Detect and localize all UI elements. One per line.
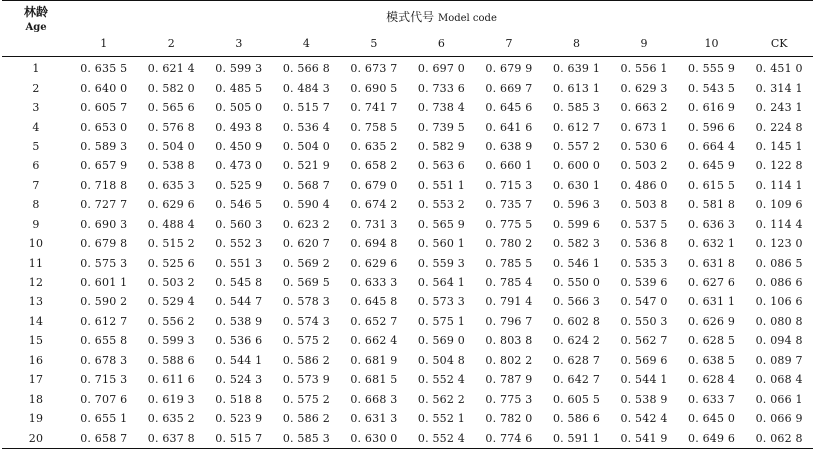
value-cell: 0. 586 2 <box>282 412 330 426</box>
value-cell: 0. 694 8 <box>350 237 398 251</box>
value-cell: 0. 473 0 <box>215 159 263 173</box>
value-cell: 0. 645 0 <box>688 412 736 426</box>
column-header-model-8: 8 <box>543 31 611 57</box>
table-row <box>2 117 813 136</box>
age-cell: 1 <box>32 62 40 76</box>
age-cell: 5 <box>32 139 40 153</box>
value-cell: 0. 504 8 <box>417 353 465 367</box>
value-cell: 0. 504 0 <box>147 139 195 153</box>
table-row <box>2 331 813 350</box>
value-cell: 0. 551 3 <box>215 256 263 270</box>
value-cell: 0. 631 1 <box>688 295 736 309</box>
value-cell: 0. 638 5 <box>688 353 736 367</box>
value-cell: 0. 669 7 <box>485 81 533 95</box>
value-cell: 0. 657 9 <box>80 159 128 173</box>
value-cell: 0. 615 5 <box>688 178 736 192</box>
value-cell: 0. 566 3 <box>552 295 601 309</box>
value-cell: 0. 590 2 <box>80 295 128 309</box>
value-cell: 0. 546 5 <box>215 198 263 212</box>
value-cell: 0. 552 1 <box>417 412 465 426</box>
value-cell: 0. 673 7 <box>350 62 398 76</box>
value-cell: 0. 641 6 <box>485 120 533 134</box>
value-cell: 0. 573 9 <box>282 373 330 387</box>
value-cell: 0. 542 4 <box>620 412 668 426</box>
table-row <box>2 78 813 97</box>
header-row-columns <box>2 31 813 57</box>
value-cell: 0. 775 3 <box>485 392 533 406</box>
value-cell: 0. 582 0 <box>147 81 195 95</box>
value-cell: 0. 503 2 <box>147 276 195 290</box>
value-cell: 0. 678 3 <box>80 353 128 367</box>
value-cell: 0. 679 8 <box>80 237 128 251</box>
age-cell: 6 <box>32 159 40 173</box>
value-cell: 0. 450 9 <box>215 139 263 153</box>
value-cell: 0. 505 0 <box>215 101 263 115</box>
value-cell: 0. 621 4 <box>147 62 195 76</box>
value-cell: 0. 623 2 <box>282 217 330 231</box>
age-cell: 7 <box>32 178 40 192</box>
value-cell: 0. 545 8 <box>215 276 263 290</box>
value-cell: 0. 652 7 <box>350 314 398 328</box>
value-cell: 0. 601 1 <box>80 276 128 290</box>
value-cell: 0. 114 1 <box>755 178 803 192</box>
value-cell: 0. 569 2 <box>282 256 330 270</box>
value-cell: 0. 106 6 <box>755 295 803 309</box>
value-cell: 0. 612 7 <box>80 314 128 328</box>
value-cell: 0. 488 4 <box>147 217 195 231</box>
value-cell: 0. 556 2 <box>147 314 195 328</box>
value-cell: 0. 224 8 <box>755 120 803 134</box>
value-cell: 0. 518 8 <box>215 392 263 406</box>
value-cell: 0. 624 2 <box>552 334 601 348</box>
value-cell: 0. 089 7 <box>755 353 803 367</box>
value-cell: 0. 515 7 <box>282 101 330 115</box>
table-row <box>2 156 813 175</box>
table-row <box>2 351 813 370</box>
value-cell: 0. 530 6 <box>620 139 668 153</box>
data-table <box>2 0 813 449</box>
value-cell: 0. 599 3 <box>215 62 263 76</box>
age-cell: 19 <box>28 412 44 426</box>
value-cell: 0. 588 6 <box>147 353 195 367</box>
value-cell: 0. 535 3 <box>620 256 668 270</box>
value-cell: 0. 536 6 <box>215 334 263 348</box>
value-cell: 0. 596 6 <box>688 120 736 134</box>
age-header-en: Age <box>25 22 47 33</box>
age-cell: 16 <box>28 353 44 367</box>
value-cell: 0. 628 4 <box>688 373 736 387</box>
value-cell: 0. 658 7 <box>70 428 138 448</box>
value-cell: 0. 649 6 <box>678 428 746 448</box>
value-cell: 0. 569 0 <box>417 334 465 348</box>
column-header-model-9: 9 <box>610 31 678 57</box>
value-cell: 0. 642 7 <box>552 373 601 387</box>
value-cell: 0. 674 2 <box>350 198 398 212</box>
value-cell: 0. 547 0 <box>620 295 668 309</box>
value-cell: 0. 559 3 <box>417 256 465 270</box>
value-cell: 0. 536 4 <box>282 120 330 134</box>
value-cell: 0. 575 2 <box>282 392 330 406</box>
value-cell: 0. 564 1 <box>417 276 465 290</box>
value-cell: 0. 630 0 <box>340 428 408 448</box>
value-cell: 0. 544 7 <box>215 295 263 309</box>
value-cell: 0. 574 3 <box>282 314 330 328</box>
value-cell: 0. 503 8 <box>620 198 668 212</box>
value-cell: 0. 633 3 <box>350 276 398 290</box>
model-code-cn: 模式代号 <box>386 9 435 24</box>
value-cell: 0. 633 7 <box>688 392 736 406</box>
value-cell: 0. 741 7 <box>350 101 398 115</box>
value-cell: 0. 782 0 <box>485 412 533 426</box>
value-cell: 0. 552 3 <box>215 237 263 251</box>
value-cell: 0. 552 4 <box>408 428 476 448</box>
table-row <box>2 273 813 292</box>
value-cell: 0. 552 4 <box>417 373 465 387</box>
value-cell: 0. 585 3 <box>552 101 601 115</box>
value-cell: 0. 537 5 <box>620 217 668 231</box>
value-cell: 0. 697 0 <box>417 62 465 76</box>
column-header-model-10: 10 <box>678 31 746 57</box>
column-header-model-1: 1 <box>70 31 138 57</box>
value-cell: 0. 785 4 <box>485 276 533 290</box>
age-cell: 3 <box>32 101 40 115</box>
value-cell: 0. 660 1 <box>485 159 533 173</box>
model-code-en: Model code <box>437 12 497 24</box>
value-cell: 0. 662 4 <box>350 334 398 348</box>
value-cell: 0. 544 1 <box>215 353 263 367</box>
value-cell: 0. 629 6 <box>350 256 398 270</box>
value-cell: 0. 451 0 <box>755 62 803 76</box>
value-cell: 0. 638 9 <box>485 139 533 153</box>
value-cell: 0. 731 3 <box>350 217 398 231</box>
value-cell: 0. 668 3 <box>350 392 398 406</box>
value-cell: 0. 605 5 <box>552 392 601 406</box>
value-cell: 0. 086 6 <box>755 276 803 290</box>
value-cell: 0. 524 3 <box>215 373 263 387</box>
value-cell: 0. 715 3 <box>80 373 128 387</box>
value-cell: 0. 578 3 <box>282 295 330 309</box>
header-row-model-code <box>2 1 813 32</box>
value-cell: 0. 503 2 <box>620 159 668 173</box>
value-cell: 0. 602 8 <box>552 314 601 328</box>
table-row <box>2 215 813 234</box>
age-cell: 15 <box>28 334 44 348</box>
value-cell: 0. 640 0 <box>80 81 128 95</box>
table-row <box>2 292 813 311</box>
value-cell: 0. 664 4 <box>688 139 736 153</box>
value-cell: 0. 645 8 <box>350 295 398 309</box>
age-header-cn: 林龄 <box>23 5 48 19</box>
value-cell: 0. 739 5 <box>417 120 465 134</box>
value-cell: 0. 575 2 <box>282 334 330 348</box>
value-cell: 0. 068 4 <box>755 373 803 387</box>
value-cell: 0. 681 9 <box>350 353 398 367</box>
value-cell: 0. 560 3 <box>215 217 263 231</box>
value-cell: 0. 637 8 <box>138 428 206 448</box>
value-cell: 0. 780 2 <box>485 237 533 251</box>
value-cell: 0. 080 8 <box>755 314 803 328</box>
value-cell: 0. 569 6 <box>620 353 668 367</box>
value-cell: 0. 066 1 <box>755 392 803 406</box>
value-cell: 0. 636 3 <box>688 217 736 231</box>
age-cell: 13 <box>28 295 44 309</box>
table-row <box>2 428 813 448</box>
table-row <box>2 253 813 272</box>
value-cell: 0. 576 8 <box>147 120 195 134</box>
value-cell: 0. 585 3 <box>273 428 341 448</box>
value-cell: 0. 566 8 <box>282 62 330 76</box>
table-body <box>2 57 813 449</box>
column-header-model-6: 6 <box>408 31 476 57</box>
value-cell: 0. 718 8 <box>80 178 128 192</box>
value-cell: 0. 550 3 <box>620 314 668 328</box>
column-header-model-ck: CK <box>745 31 813 57</box>
value-cell: 0. 563 6 <box>417 159 465 173</box>
value-cell: 0. 243 1 <box>755 101 803 115</box>
value-cell: 0. 553 2 <box>417 198 465 212</box>
value-cell: 0. 727 7 <box>80 198 128 212</box>
value-cell: 0. 591 1 <box>543 428 611 448</box>
value-cell: 0. 122 8 <box>755 159 803 173</box>
value-cell: 0. 560 1 <box>417 237 465 251</box>
value-cell: 0. 645 9 <box>688 159 736 173</box>
value-cell: 0. 525 6 <box>147 256 195 270</box>
table-row <box>2 234 813 253</box>
value-cell: 0. 551 1 <box>417 178 465 192</box>
value-cell: 0. 145 1 <box>755 139 803 153</box>
value-cell: 0. 733 6 <box>417 81 465 95</box>
value-cell: 0. 620 7 <box>282 237 330 251</box>
value-cell: 0. 803 8 <box>485 334 533 348</box>
value-cell: 0. 632 1 <box>688 237 736 251</box>
value-cell: 0. 539 6 <box>620 276 668 290</box>
value-cell: 0. 690 5 <box>350 81 398 95</box>
value-cell: 0. 529 4 <box>147 295 195 309</box>
value-cell: 0. 627 6 <box>688 276 736 290</box>
value-cell: 0. 605 7 <box>80 101 128 115</box>
value-cell: 0. 538 9 <box>620 392 668 406</box>
value-cell: 0. 515 7 <box>205 428 273 448</box>
age-cell: 8 <box>32 198 40 212</box>
value-cell: 0. 521 9 <box>282 159 330 173</box>
value-cell: 0. 679 9 <box>485 62 533 76</box>
age-cell: 14 <box>28 314 44 328</box>
value-cell: 0. 663 2 <box>620 101 668 115</box>
value-cell: 0. 655 8 <box>80 334 128 348</box>
value-cell: 0. 556 1 <box>620 62 668 76</box>
value-cell: 0. 619 3 <box>147 392 195 406</box>
value-cell: 0. 538 8 <box>147 159 195 173</box>
value-cell: 0. 673 1 <box>620 120 668 134</box>
age-cell: 11 <box>28 256 44 270</box>
value-cell: 0. 493 8 <box>215 120 263 134</box>
value-cell: 0. 589 3 <box>80 139 128 153</box>
value-cell: 0. 658 2 <box>350 159 398 173</box>
value-cell: 0. 086 5 <box>755 256 803 270</box>
value-cell: 0. 581 8 <box>688 198 736 212</box>
value-cell: 0. 626 9 <box>688 314 736 328</box>
value-cell: 0. 635 2 <box>350 139 398 153</box>
table-row <box>2 176 813 195</box>
value-cell: 0. 715 3 <box>485 178 533 192</box>
value-cell: 0. 573 3 <box>417 295 465 309</box>
value-cell: 0. 557 2 <box>552 139 601 153</box>
column-header-model-7: 7 <box>475 31 543 57</box>
value-cell: 0. 635 5 <box>80 62 128 76</box>
value-cell: 0. 484 3 <box>282 81 330 95</box>
value-cell: 0. 600 0 <box>552 159 601 173</box>
age-cell: 17 <box>28 373 44 387</box>
value-cell: 0. 544 1 <box>620 373 668 387</box>
value-cell: 0. 094 8 <box>755 334 803 348</box>
column-header-model-5: 5 <box>340 31 408 57</box>
value-cell: 0. 575 3 <box>80 256 128 270</box>
value-cell: 0. 543 5 <box>688 81 736 95</box>
value-cell: 0. 314 1 <box>755 81 803 95</box>
value-cell: 0. 629 6 <box>147 198 195 212</box>
value-cell: 0. 613 1 <box>552 81 601 95</box>
value-cell: 0. 114 4 <box>755 217 803 231</box>
value-cell: 0. 562 2 <box>417 392 465 406</box>
value-cell: 0. 515 2 <box>147 237 195 251</box>
value-cell: 0. 635 3 <box>147 178 195 192</box>
value-cell: 0. 123 0 <box>755 237 803 251</box>
table-row <box>2 137 813 156</box>
value-cell: 0. 565 6 <box>147 101 195 115</box>
value-cell: 0. 707 6 <box>80 392 128 406</box>
value-cell: 0. 612 7 <box>552 120 601 134</box>
age-cell: 4 <box>32 120 40 134</box>
value-cell: 0. 628 7 <box>552 353 601 367</box>
value-cell: 0. 639 1 <box>552 62 601 76</box>
value-cell: 0. 538 9 <box>215 314 263 328</box>
value-cell: 0. 679 0 <box>350 178 398 192</box>
age-cell: 2 <box>32 81 40 95</box>
value-cell: 0. 611 6 <box>147 373 195 387</box>
table-row <box>2 389 813 408</box>
value-cell: 0. 616 9 <box>688 101 736 115</box>
value-cell: 0. 631 8 <box>688 256 736 270</box>
age-cell: 12 <box>28 276 44 290</box>
value-cell: 0. 796 7 <box>485 314 533 328</box>
age-cell: 18 <box>28 392 44 406</box>
value-cell: 0. 599 6 <box>552 217 601 231</box>
value-cell: 0. 681 5 <box>350 373 398 387</box>
value-cell: 0. 690 3 <box>80 217 128 231</box>
value-cell: 0. 525 9 <box>215 178 263 192</box>
value-cell: 0. 066 9 <box>755 412 803 426</box>
value-cell: 0. 569 5 <box>282 276 330 290</box>
table-row <box>2 57 813 79</box>
value-cell: 0. 590 4 <box>282 198 330 212</box>
value-cell: 0. 787 9 <box>485 373 533 387</box>
table-row <box>2 370 813 389</box>
value-cell: 0. 596 3 <box>552 198 601 212</box>
value-cell: 0. 582 3 <box>552 237 601 251</box>
value-cell: 0. 485 5 <box>215 81 263 95</box>
value-cell: 0. 775 5 <box>485 217 533 231</box>
value-cell: 0. 586 2 <box>282 353 330 367</box>
value-cell: 0. 536 8 <box>620 237 668 251</box>
age-cell: 20 <box>2 428 70 448</box>
age-cell: 10 <box>28 237 44 251</box>
value-cell: 0. 575 1 <box>417 314 465 328</box>
value-cell: 0. 735 7 <box>485 198 533 212</box>
value-cell: 0. 586 6 <box>552 412 601 426</box>
column-header-model-4: 4 <box>273 31 341 57</box>
age-column-header <box>2 1 70 57</box>
value-cell: 0. 568 7 <box>282 178 330 192</box>
value-cell: 0. 523 9 <box>215 412 263 426</box>
value-cell: 0. 785 5 <box>485 256 533 270</box>
value-cell: 0. 631 3 <box>350 412 398 426</box>
value-cell: 0. 109 6 <box>755 198 803 212</box>
value-cell: 0. 546 1 <box>552 256 601 270</box>
value-cell: 0. 628 5 <box>688 334 736 348</box>
value-cell: 0. 555 9 <box>688 62 736 76</box>
table-row <box>2 312 813 331</box>
model-code-header <box>70 1 813 32</box>
value-cell: 0. 486 0 <box>620 178 668 192</box>
value-cell: 0. 599 3 <box>147 334 195 348</box>
value-cell: 0. 629 3 <box>620 81 668 95</box>
value-cell: 0. 791 4 <box>485 295 533 309</box>
value-cell: 0. 630 1 <box>552 178 601 192</box>
value-cell: 0. 655 1 <box>80 412 128 426</box>
value-cell: 0. 550 0 <box>552 276 601 290</box>
value-cell: 0. 635 2 <box>147 412 195 426</box>
table-row <box>2 195 813 214</box>
table-row <box>2 98 813 117</box>
value-cell: 0. 802 2 <box>485 353 533 367</box>
value-cell: 0. 582 9 <box>417 139 465 153</box>
value-cell: 0. 758 5 <box>350 120 398 134</box>
value-cell: 0. 565 9 <box>417 217 465 231</box>
value-cell: 0. 645 6 <box>485 101 533 115</box>
value-cell: 0. 653 0 <box>80 120 128 134</box>
column-header-model-2: 2 <box>138 31 206 57</box>
value-cell: 0. 562 7 <box>620 334 668 348</box>
value-cell: 0. 774 6 <box>475 428 543 448</box>
value-cell: 0. 504 0 <box>282 139 330 153</box>
value-cell: 0. 062 8 <box>745 428 813 448</box>
value-cell: 0. 541 9 <box>610 428 678 448</box>
column-header-model-3: 3 <box>205 31 273 57</box>
value-cell: 0. 738 4 <box>417 101 465 115</box>
table-row <box>2 409 813 428</box>
age-cell: 9 <box>32 217 40 231</box>
